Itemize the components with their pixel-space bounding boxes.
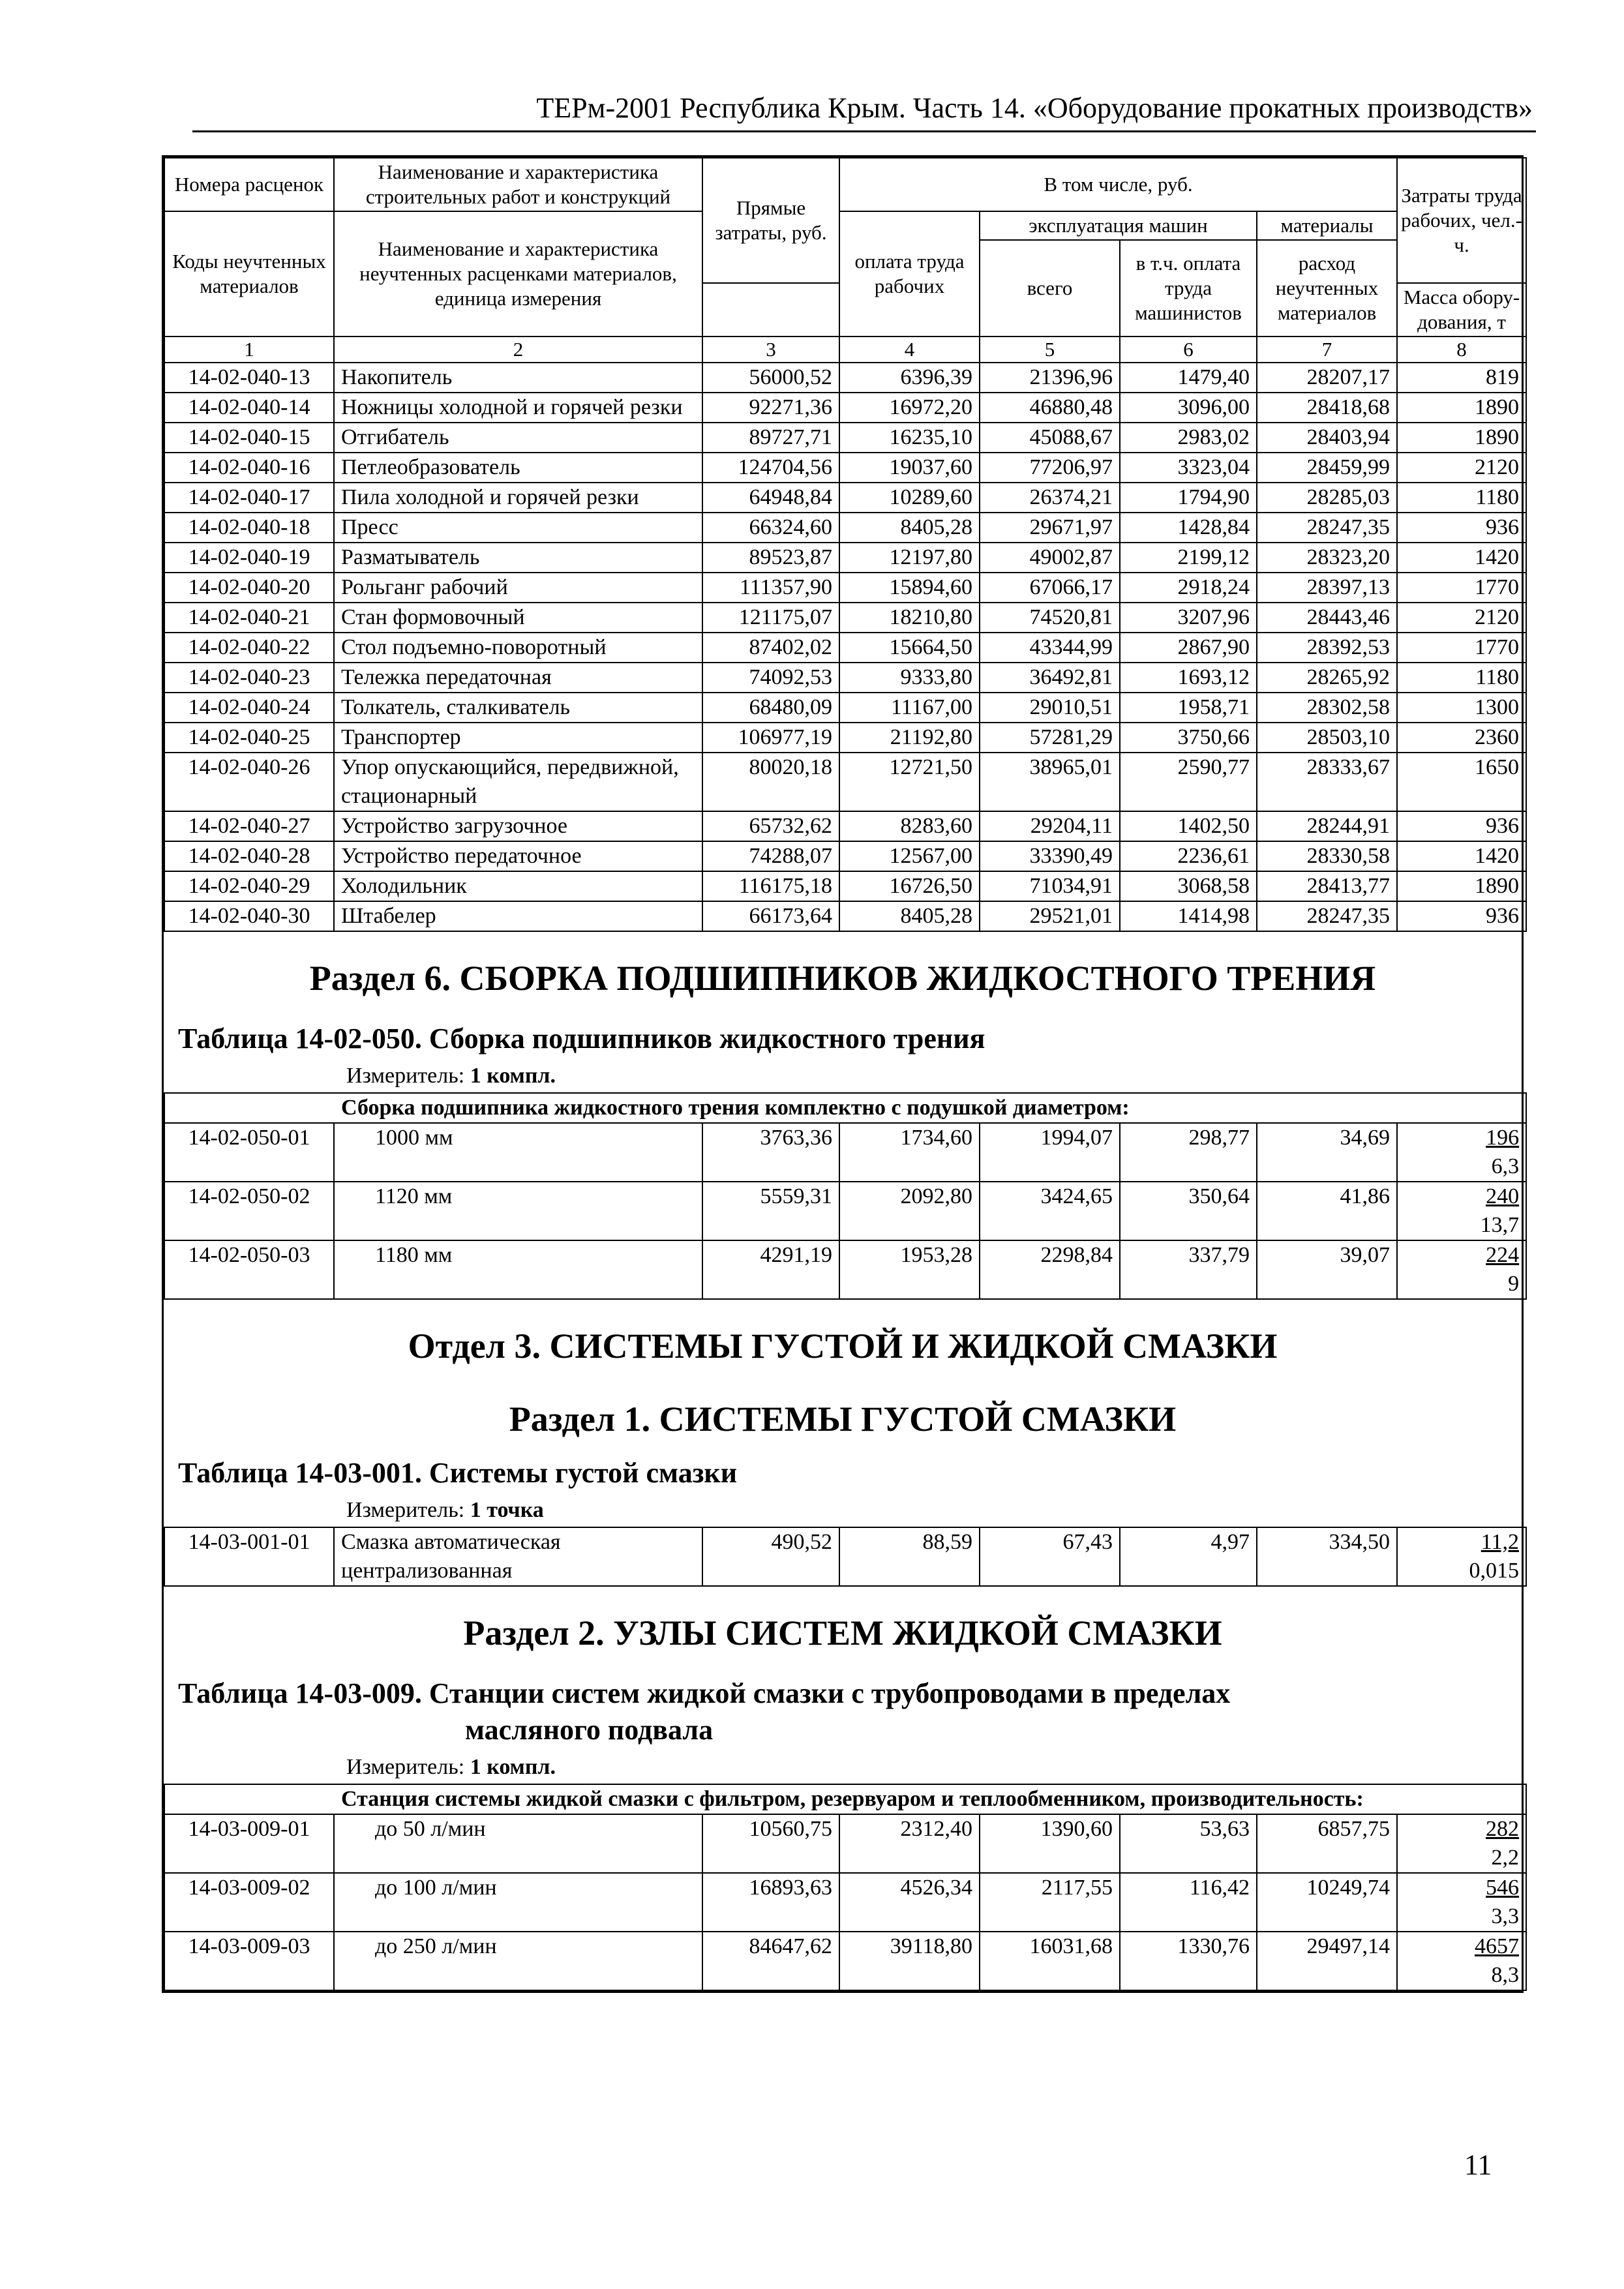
materials: 29497,14 bbox=[1257, 1932, 1397, 1990]
rate-code: 14-02-040-20 bbox=[164, 573, 334, 603]
direct-costs: 121175,07 bbox=[702, 603, 839, 633]
col-labor-pay: оплата труда рабочих bbox=[839, 211, 980, 337]
labor-pay: 12197,80 bbox=[839, 543, 980, 573]
machines-total: 1390,60 bbox=[980, 1814, 1120, 1873]
rate-name: Отгибатель bbox=[334, 423, 702, 453]
labor-pay: 2312,40 bbox=[839, 1814, 980, 1873]
table-row bbox=[164, 573, 1526, 603]
materials: 6857,75 bbox=[1257, 1814, 1397, 1873]
rate-code: 14-02-050-01 bbox=[164, 1123, 334, 1182]
table-row bbox=[164, 363, 1526, 393]
equipment-mass: 8,3 bbox=[1491, 1963, 1520, 1987]
materials: 28397,13 bbox=[1257, 573, 1397, 603]
rate-name: Стан формовочный bbox=[334, 603, 702, 633]
direct-costs: 87402,02 bbox=[702, 633, 839, 663]
rate-name: Петлеобразователь bbox=[334, 453, 702, 483]
labor-pay: 11167,00 bbox=[839, 693, 980, 723]
direct-costs: 5559,31 bbox=[702, 1182, 839, 1240]
dept3-title: Отдел 3. СИСТЕМЫ ГУСТОЙ И ЖИДКОЙ СМАЗКИ bbox=[408, 1326, 1278, 1366]
materials: 41,86 bbox=[1257, 1182, 1397, 1240]
direct-costs: 65732,62 bbox=[702, 811, 839, 841]
machines-total: 29204,11 bbox=[980, 811, 1120, 841]
machines-total: 1994,07 bbox=[980, 1123, 1120, 1182]
col-driver-pay: в т.ч. оплата труда машинистов bbox=[1120, 240, 1257, 337]
column-number: 4 bbox=[839, 337, 980, 363]
table-050-title: Таблица 14-02-050. Сборка подшипников жидкостного трения bbox=[178, 1023, 985, 1055]
col-direct-costs: Прямые затраты, руб. bbox=[702, 158, 839, 283]
labor-hours: 936 bbox=[1397, 811, 1526, 841]
labor-pay: 9333,80 bbox=[839, 663, 980, 693]
materials: 28285,03 bbox=[1257, 483, 1397, 513]
table-050-meter bbox=[164, 1060, 1522, 1092]
labor-hours: 1180 bbox=[1397, 483, 1526, 513]
labor-hours: 936 bbox=[1397, 513, 1526, 543]
driver-pay: 337,79 bbox=[1120, 1240, 1257, 1299]
labor-hours: 819 bbox=[1397, 363, 1526, 393]
machines-total: 3424,65 bbox=[980, 1182, 1120, 1240]
labor-hours-and-mass bbox=[1397, 1240, 1526, 1299]
labor-hours: 2360 bbox=[1397, 723, 1526, 753]
direct-costs: 490,52 bbox=[702, 1527, 839, 1586]
col-labor-costs: Затраты труда рабочих, чел.-ч. bbox=[1397, 158, 1526, 283]
rate-code: 14-02-040-19 bbox=[164, 543, 334, 573]
direct-costs: 116175,18 bbox=[702, 871, 839, 901]
driver-pay: 4,97 bbox=[1120, 1527, 1257, 1586]
equipment-mass: 0,015 bbox=[1469, 1559, 1519, 1583]
table-009-group: Станция системы жидкой смазки с фильтром, резервуаром и теплообменником, производительность: bbox=[164, 1784, 1526, 1814]
driver-pay: 2983,02 bbox=[1120, 423, 1257, 453]
table-row bbox=[164, 1240, 1526, 1299]
labor-hours: 1420 bbox=[1397, 841, 1526, 871]
machines-total: 21396,96 bbox=[980, 363, 1120, 393]
column-number: 8 bbox=[1397, 337, 1526, 363]
labor-hours: 936 bbox=[1397, 901, 1526, 931]
direct-costs: 80020,18 bbox=[702, 753, 839, 811]
rate-name: до 100 л/мин bbox=[334, 1873, 702, 1932]
labor-hours: 1650 bbox=[1397, 753, 1526, 811]
labor-hours: 224 bbox=[1486, 1243, 1520, 1267]
labor-pay: 15664,50 bbox=[839, 633, 980, 663]
rate-name: до 50 л/мин bbox=[334, 1814, 702, 1873]
rate-code: 14-02-040-24 bbox=[164, 693, 334, 723]
rate-name: 1120 мм bbox=[334, 1182, 702, 1240]
rate-name: Тележка передаточная bbox=[334, 663, 702, 693]
table-row bbox=[164, 871, 1526, 901]
materials: 28503,10 bbox=[1257, 723, 1397, 753]
equipment-mass: 6,3 bbox=[1491, 1154, 1520, 1178]
col-unaccounted-consumption: расход неучтенных материалов bbox=[1257, 240, 1397, 337]
col-equipment-mass: Масса обору-дования, т bbox=[1397, 283, 1526, 337]
machines-total: 67,43 bbox=[980, 1527, 1120, 1586]
section6-title: Раздел 6. СБОРКА ПОДШИПНИКОВ ЖИДКОСТНОГО ТРЕНИЯ bbox=[309, 959, 1376, 998]
table-009-meter bbox=[164, 1751, 1522, 1784]
meter-label: Измеритель: bbox=[346, 1064, 465, 1088]
labor-pay: 18210,80 bbox=[839, 603, 980, 633]
table-row bbox=[164, 543, 1526, 573]
rate-name: Накопитель bbox=[334, 363, 702, 393]
labor-hours: 1420 bbox=[1397, 543, 1526, 573]
rate-name: Стол подъемно-поворотный bbox=[334, 633, 702, 663]
column-number: 5 bbox=[980, 337, 1120, 363]
rate-code: 14-02-040-14 bbox=[164, 393, 334, 423]
machines-total: 49002,87 bbox=[980, 543, 1120, 573]
materials: 28413,77 bbox=[1257, 871, 1397, 901]
rate-code: 14-02-040-27 bbox=[164, 811, 334, 841]
labor-pay: 16726,50 bbox=[839, 871, 980, 901]
machines-total: 46880,48 bbox=[980, 393, 1120, 423]
materials: 28207,17 bbox=[1257, 363, 1397, 393]
labor-hours: 1890 bbox=[1397, 871, 1526, 901]
equipment-mass: 2,2 bbox=[1491, 1846, 1520, 1870]
rates-table-001 bbox=[164, 1527, 1527, 1587]
rate-code: 14-02-040-17 bbox=[164, 483, 334, 513]
rate-code: 14-02-050-03 bbox=[164, 1240, 334, 1299]
meter-label: Измеритель: bbox=[346, 1755, 465, 1779]
table-001-title: Таблица 14-03-001. Системы густой смазки bbox=[178, 1457, 738, 1489]
rate-code: 14-02-040-22 bbox=[164, 633, 334, 663]
table-row bbox=[164, 1932, 1526, 1990]
driver-pay: 1958,71 bbox=[1120, 693, 1257, 723]
rate-name: 1180 мм bbox=[334, 1240, 702, 1299]
table-row bbox=[164, 841, 1526, 871]
machines-total: 74520,81 bbox=[980, 603, 1120, 633]
direct-costs: 56000,52 bbox=[702, 363, 839, 393]
table-009-title-line2: масляного подвала bbox=[465, 1714, 714, 1746]
machines-total: 43344,99 bbox=[980, 633, 1120, 663]
direct-costs: 74288,07 bbox=[702, 841, 839, 871]
direct-costs: 4291,19 bbox=[702, 1240, 839, 1299]
machines-total: 29521,01 bbox=[980, 901, 1120, 931]
table-row bbox=[164, 423, 1526, 453]
rate-name: Устройство загрузочное bbox=[334, 811, 702, 841]
driver-pay: 53,63 bbox=[1120, 1814, 1257, 1873]
labor-hours: 1300 bbox=[1397, 693, 1526, 723]
labor-hours: 1890 bbox=[1397, 423, 1526, 453]
direct-costs: 89727,71 bbox=[702, 423, 839, 453]
rate-code: 14-02-040-25 bbox=[164, 723, 334, 753]
labor-hours: 1770 bbox=[1397, 633, 1526, 663]
rates-table-040 bbox=[164, 157, 1527, 932]
column-number: 3 bbox=[702, 337, 839, 363]
direct-costs: 68480,09 bbox=[702, 693, 839, 723]
driver-pay: 350,64 bbox=[1120, 1182, 1257, 1240]
table-050-group: Сборка подшипника жидкостного трения комплектно с подушкой диаметром: bbox=[164, 1093, 1526, 1123]
machines-total: 16031,68 bbox=[980, 1932, 1120, 1990]
driver-pay: 1693,12 bbox=[1120, 663, 1257, 693]
table-row bbox=[164, 483, 1526, 513]
column-number: 2 bbox=[334, 337, 702, 363]
driver-pay: 3323,04 bbox=[1120, 453, 1257, 483]
running-header: ТЕРм-2001 Республика Крым. Часть 14. «Оборудование прокатных производств» bbox=[536, 92, 1533, 124]
rate-code: 14-02-040-13 bbox=[164, 363, 334, 393]
rate-name: Устройство передаточное bbox=[334, 841, 702, 871]
labor-pay: 8283,60 bbox=[839, 811, 980, 841]
materials: 334,50 bbox=[1257, 1527, 1397, 1586]
machines-total: 57281,29 bbox=[980, 723, 1120, 753]
driver-pay: 2590,77 bbox=[1120, 753, 1257, 811]
machines-total: 29671,97 bbox=[980, 513, 1120, 543]
labor-pay: 6396,39 bbox=[839, 363, 980, 393]
rate-code: 14-02-040-28 bbox=[164, 841, 334, 871]
rate-name: Смазка автоматическая централизованная bbox=[334, 1527, 702, 1586]
direct-costs: 74092,53 bbox=[702, 663, 839, 693]
driver-pay: 1794,90 bbox=[1120, 483, 1257, 513]
equipment-mass: 9 bbox=[1508, 1272, 1520, 1296]
labor-hours: 1890 bbox=[1397, 393, 1526, 423]
column-number: 6 bbox=[1120, 337, 1257, 363]
rate-name: Разматыватель bbox=[334, 543, 702, 573]
materials: 28302,58 bbox=[1257, 693, 1397, 723]
col-rate-numbers: Номера расценок bbox=[164, 158, 334, 211]
labor-hours: 11,2 bbox=[1481, 1530, 1519, 1554]
labor-hours-and-mass bbox=[1397, 1182, 1526, 1240]
labor-hours-and-mass bbox=[1397, 1527, 1526, 1586]
labor-pay: 1734,60 bbox=[839, 1123, 980, 1182]
labor-hours: 282 bbox=[1486, 1817, 1520, 1841]
page-number: 11 bbox=[1464, 2149, 1492, 2181]
rate-code: 14-03-001-01 bbox=[164, 1527, 334, 1586]
rate-name: Толкатель, сталкиватель bbox=[334, 693, 702, 723]
direct-costs: 124704,56 bbox=[702, 453, 839, 483]
machines-total: 38965,01 bbox=[980, 753, 1120, 811]
materials: 28247,35 bbox=[1257, 901, 1397, 931]
labor-hours-and-mass bbox=[1397, 1873, 1526, 1932]
col-including: В том числе, руб. bbox=[839, 158, 1397, 211]
table-row bbox=[164, 663, 1526, 693]
driver-pay: 3068,58 bbox=[1120, 871, 1257, 901]
labor-pay: 39118,80 bbox=[839, 1932, 980, 1990]
rate-code: 14-02-040-29 bbox=[164, 871, 334, 901]
driver-pay: 3750,66 bbox=[1120, 723, 1257, 753]
table-row bbox=[164, 603, 1526, 633]
equipment-mass: 3,3 bbox=[1491, 1904, 1520, 1928]
labor-hours-and-mass bbox=[1397, 1814, 1526, 1873]
direct-costs: 66173,64 bbox=[702, 901, 839, 931]
labor-pay: 12567,00 bbox=[839, 841, 980, 871]
table-009-title bbox=[164, 1666, 1522, 1751]
direct-costs: 66324,60 bbox=[702, 513, 839, 543]
labor-hours-and-mass bbox=[1397, 1123, 1526, 1182]
driver-pay: 3096,00 bbox=[1120, 393, 1257, 423]
table-row bbox=[164, 693, 1526, 723]
col-name-unaccounted: Наименование и характеристика неучтенных расценками материалов, единица измерения bbox=[334, 211, 702, 337]
rate-code: 14-02-040-16 bbox=[164, 453, 334, 483]
rates-document bbox=[162, 155, 1524, 1993]
rate-code: 14-02-040-15 bbox=[164, 423, 334, 453]
table-row bbox=[164, 633, 1526, 663]
rate-name: Ножницы холодной и горячей резки bbox=[334, 393, 702, 423]
direct-costs: 84647,62 bbox=[702, 1932, 839, 1990]
materials: 28330,58 bbox=[1257, 841, 1397, 871]
labor-pay: 8405,28 bbox=[839, 513, 980, 543]
direct-costs: 16893,63 bbox=[702, 1873, 839, 1932]
table-row bbox=[164, 1527, 1526, 1586]
machines-total: 26374,21 bbox=[980, 483, 1120, 513]
column-number-row bbox=[164, 337, 1526, 363]
table-row bbox=[164, 1123, 1526, 1182]
materials: 28443,46 bbox=[1257, 603, 1397, 633]
direct-costs: 106977,19 bbox=[702, 723, 839, 753]
materials: 28459,99 bbox=[1257, 453, 1397, 483]
table-row bbox=[164, 901, 1526, 931]
rate-code: 14-02-040-18 bbox=[164, 513, 334, 543]
rate-name: 1000 мм bbox=[334, 1123, 702, 1182]
rate-name: Пресс bbox=[334, 513, 702, 543]
table-001-meter bbox=[164, 1494, 1522, 1527]
labor-pay: 2092,80 bbox=[839, 1182, 980, 1240]
rates-table-009 bbox=[164, 1784, 1527, 1991]
rate-name: Штабелер bbox=[334, 901, 702, 931]
labor-pay: 1953,28 bbox=[839, 1240, 980, 1299]
machines-total: 2117,55 bbox=[980, 1873, 1120, 1932]
table-row bbox=[164, 811, 1526, 841]
labor-pay: 21192,80 bbox=[839, 723, 980, 753]
rate-code: 14-02-040-21 bbox=[164, 603, 334, 633]
materials: 28418,68 bbox=[1257, 393, 1397, 423]
rates-table-050 bbox=[164, 1092, 1527, 1300]
table-row bbox=[164, 513, 1526, 543]
equipment-mass: 13,7 bbox=[1480, 1213, 1520, 1237]
labor-hours: 2120 bbox=[1397, 603, 1526, 633]
materials: 39,07 bbox=[1257, 1240, 1397, 1299]
materials: 28265,92 bbox=[1257, 663, 1397, 693]
rate-name: Пила холодной и горячей резки bbox=[334, 483, 702, 513]
column-number: 1 bbox=[164, 337, 334, 363]
labor-hours: 196 bbox=[1486, 1126, 1520, 1150]
table-row bbox=[164, 1182, 1526, 1240]
labor-pay: 8405,28 bbox=[839, 901, 980, 931]
col-unaccounted-codes: Коды неучтенных материалов bbox=[164, 211, 334, 337]
rate-code: 14-03-009-02 bbox=[164, 1873, 334, 1932]
meter-value: 1 компл. bbox=[470, 1755, 556, 1779]
rate-code: 14-02-040-30 bbox=[164, 901, 334, 931]
driver-pay: 1330,76 bbox=[1120, 1932, 1257, 1990]
direct-costs: 92271,36 bbox=[702, 393, 839, 423]
rate-name: до 250 л/мин bbox=[334, 1932, 702, 1990]
labor-hours: 1770 bbox=[1397, 573, 1526, 603]
rate-code: 14-02-040-26 bbox=[164, 753, 334, 811]
machines-total: 2298,84 bbox=[980, 1240, 1120, 1299]
col-name-works: Наименование и характеристика строительных работ и конструкций bbox=[334, 158, 702, 211]
dept3-section1-title: Раздел 1. СИСТЕМЫ ГУСТОЙ СМАЗКИ bbox=[509, 1399, 1177, 1439]
section2-title: Раздел 2. УЗЛЫ СИСТЕМ ЖИДКОЙ СМАЗКИ bbox=[463, 1613, 1222, 1653]
labor-pay: 16235,10 bbox=[839, 423, 980, 453]
driver-pay: 1428,84 bbox=[1120, 513, 1257, 543]
rate-code: 14-02-050-02 bbox=[164, 1182, 334, 1240]
labor-pay: 15894,60 bbox=[839, 573, 980, 603]
direct-costs: 3763,36 bbox=[702, 1123, 839, 1182]
driver-pay: 1414,98 bbox=[1120, 901, 1257, 931]
labor-pay: 19037,60 bbox=[839, 453, 980, 483]
meter-value: 1 компл. bbox=[470, 1064, 556, 1088]
col-materials: материалы bbox=[1257, 211, 1397, 240]
labor-hours-and-mass bbox=[1397, 1932, 1526, 1990]
column-number: 7 bbox=[1257, 337, 1397, 363]
labor-hours: 240 bbox=[1486, 1184, 1520, 1208]
materials: 28333,67 bbox=[1257, 753, 1397, 811]
driver-pay: 1402,50 bbox=[1120, 811, 1257, 841]
labor-hours: 1180 bbox=[1397, 663, 1526, 693]
labor-pay: 88,59 bbox=[839, 1527, 980, 1586]
rate-name: Холодильник bbox=[334, 871, 702, 901]
labor-hours: 546 bbox=[1486, 1876, 1520, 1900]
machines-total: 71034,91 bbox=[980, 871, 1120, 901]
driver-pay: 3207,96 bbox=[1120, 603, 1257, 633]
labor-pay: 12721,50 bbox=[839, 753, 980, 811]
machines-total: 67066,17 bbox=[980, 573, 1120, 603]
driver-pay: 1479,40 bbox=[1120, 363, 1257, 393]
materials: 10249,74 bbox=[1257, 1873, 1397, 1932]
machines-total: 45088,67 bbox=[980, 423, 1120, 453]
driver-pay: 2236,61 bbox=[1120, 841, 1257, 871]
meter-label: Измеритель: bbox=[346, 1498, 465, 1522]
table-row bbox=[164, 453, 1526, 483]
rate-code: 14-03-009-03 bbox=[164, 1932, 334, 1990]
machines-total: 29010,51 bbox=[980, 693, 1120, 723]
direct-costs: 10560,75 bbox=[702, 1814, 839, 1873]
driver-pay: 298,77 bbox=[1120, 1123, 1257, 1182]
table-row bbox=[164, 1814, 1526, 1873]
labor-hours: 4657 bbox=[1475, 1934, 1520, 1958]
materials: 28244,91 bbox=[1257, 811, 1397, 841]
labor-pay: 4526,34 bbox=[839, 1873, 980, 1932]
driver-pay: 2918,24 bbox=[1120, 573, 1257, 603]
machines-total: 33390,49 bbox=[980, 841, 1120, 871]
rate-code: 14-03-009-01 bbox=[164, 1814, 334, 1873]
col-direct-costs-lower bbox=[702, 283, 839, 337]
materials: 28392,53 bbox=[1257, 633, 1397, 663]
machines-total: 36492,81 bbox=[980, 663, 1120, 693]
direct-costs: 111357,90 bbox=[702, 573, 839, 603]
rate-name: Рольганг рабочий bbox=[334, 573, 702, 603]
table-009-title-line1: Таблица 14-03-009. Станции систем жидкой смазки с трубопроводами в пределах bbox=[178, 1677, 1231, 1709]
col-machines: эксплуатация машин bbox=[980, 211, 1257, 240]
materials: 34,69 bbox=[1257, 1123, 1397, 1182]
rate-name: Упор опускающийся, передвижной, стационарный bbox=[334, 753, 702, 811]
labor-pay: 16972,20 bbox=[839, 393, 980, 423]
materials: 28403,94 bbox=[1257, 423, 1397, 453]
driver-pay: 2199,12 bbox=[1120, 543, 1257, 573]
meter-value: 1 точка bbox=[470, 1498, 544, 1522]
labor-pay: 10289,60 bbox=[839, 483, 980, 513]
table-row bbox=[164, 1873, 1526, 1932]
direct-costs: 89523,87 bbox=[702, 543, 839, 573]
machines-total: 77206,97 bbox=[980, 453, 1120, 483]
direct-costs: 64948,84 bbox=[702, 483, 839, 513]
driver-pay: 2867,90 bbox=[1120, 633, 1257, 663]
driver-pay: 116,42 bbox=[1120, 1873, 1257, 1932]
col-total: всего bbox=[980, 240, 1120, 337]
header-rule bbox=[192, 130, 1536, 132]
table-row bbox=[164, 723, 1526, 753]
rate-code: 14-02-040-23 bbox=[164, 663, 334, 693]
labor-hours: 2120 bbox=[1397, 453, 1526, 483]
table-row bbox=[164, 753, 1526, 811]
materials: 28323,20 bbox=[1257, 543, 1397, 573]
materials: 28247,35 bbox=[1257, 513, 1397, 543]
table-row bbox=[164, 393, 1526, 423]
rate-name: Транспортер bbox=[334, 723, 702, 753]
